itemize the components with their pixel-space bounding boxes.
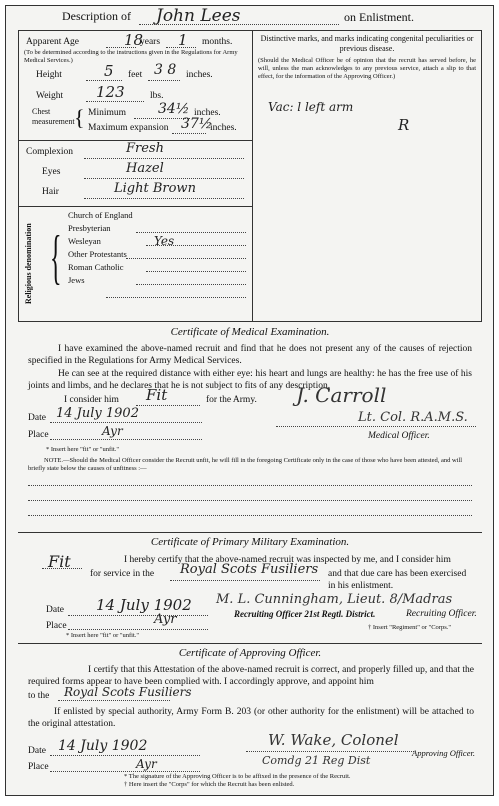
chest-max-label: Maximum expansion bbox=[88, 123, 169, 133]
medical-officer-rank: Lt. Col. R.A.M.S. bbox=[358, 410, 468, 425]
height-label: Height bbox=[36, 70, 62, 80]
military-certificate-title: Certificate of Primary Military Examination. bbox=[150, 536, 350, 548]
approving-place-value: Ayr bbox=[136, 757, 157, 771]
military-place-label: Place bbox=[46, 621, 67, 631]
religion-item: Roman Catholic bbox=[68, 262, 124, 272]
religion-item: Church of England bbox=[68, 210, 133, 220]
inches-label: inches. bbox=[186, 70, 213, 80]
religion-item: Presbyterian bbox=[68, 223, 111, 233]
chest-inches-label: inches. bbox=[194, 108, 221, 118]
recruit-name: John Lees bbox=[156, 6, 241, 26]
military-service-label: for service in the bbox=[90, 569, 155, 579]
chest-min-value: 34½ bbox=[158, 101, 190, 117]
medical-place-label: Place bbox=[28, 430, 49, 440]
header-description-label: Description of bbox=[62, 9, 131, 23]
approving-text-1: I certify that this Attestation of the above-named recruit is correct, and properly filled up, and that the required forms appear to have been complied with. I accordingly approve, and appoint him bbox=[28, 665, 474, 687]
distinctive-marks-heading: Distinctive marks, and marks indicating congenital peculiarities or previous disease. bbox=[260, 34, 474, 53]
apparent-age-label: Apparent Age bbox=[26, 37, 80, 47]
approving-place-label: Place bbox=[28, 762, 49, 772]
military-officer-label: Recruiting Officer. bbox=[406, 609, 477, 619]
medical-certificate-title: Certificate of Medical Examination. bbox=[170, 326, 330, 338]
presbyterian-mark: Yes bbox=[154, 234, 175, 248]
chest-brace: { bbox=[74, 105, 85, 130]
approving-to-the: to the bbox=[28, 691, 50, 701]
military-date-value: 14 July 1902 bbox=[96, 596, 192, 614]
attestation-page bbox=[5, 5, 494, 796]
weight-label: Weight bbox=[36, 91, 64, 101]
medical-footnote: * Insert here "fit" or "unfit." bbox=[46, 446, 120, 453]
medical-para-1: I have examined the above-named recruit and find that he does not present any of the causes of rejection specified in the Regulations for Army Medical Services. bbox=[28, 344, 472, 366]
religion-item: Wesleyan bbox=[68, 236, 101, 246]
military-text-1: I hereby certify that the above-named recruit was inspected by me, and I consider him bbox=[124, 555, 451, 565]
hair-label: Hair bbox=[42, 187, 59, 197]
military-text-2: and that due care has been exercised in his enlistment. bbox=[328, 569, 467, 591]
hair-value: Light Brown bbox=[114, 181, 196, 196]
chest-min-label: Minimum bbox=[88, 108, 127, 118]
approving-officer-label: Approving Officer. bbox=[412, 748, 475, 758]
chest-max-value: 37½ bbox=[181, 116, 213, 132]
distinctive-marks-value: Vac: l left arm bbox=[268, 100, 354, 114]
complexion-value: Fresh bbox=[126, 141, 164, 156]
medical-signature: J. Carroll bbox=[296, 383, 387, 407]
feet-label: feet bbox=[128, 70, 143, 80]
approving-text-2: If enlisted by special authority, Army Form B. 203 (or other authority for the enlistment) will be attached to the original attestation. bbox=[28, 707, 474, 729]
medical-for-army: for the Army. bbox=[206, 395, 257, 405]
height-feet: 5 bbox=[104, 62, 114, 80]
approving-footnote-2: † Here insert the "Corps" for which the Recruit has been enlisted. bbox=[124, 781, 295, 788]
religion-item: Other Protestants bbox=[68, 249, 127, 259]
medical-officer-label: Medical Officer. bbox=[368, 431, 430, 441]
religion-item: Jews bbox=[68, 275, 85, 285]
military-officer-stamp: Recruiting Officer 21st Regtl. District. bbox=[234, 609, 376, 619]
eyes-label: Eyes bbox=[42, 167, 61, 177]
approving-date-label: Date bbox=[28, 746, 46, 756]
approving-officer-rank: Comdg 21 Reg Dist bbox=[262, 754, 371, 767]
chest-label: Chest measurement bbox=[32, 107, 75, 126]
years-label: years bbox=[140, 37, 161, 47]
height-inches: 3 8 bbox=[154, 62, 177, 78]
lbs-label: lbs. bbox=[150, 91, 164, 101]
medical-date-label: Date bbox=[28, 413, 46, 423]
approving-unit-value: Royal Scots Fusiliers bbox=[64, 685, 192, 699]
age-months: 1 bbox=[178, 31, 188, 49]
military-footnote-1: * Insert here "fit" or "unfit." bbox=[66, 632, 140, 639]
eyes-value: Hazel bbox=[126, 161, 164, 176]
approving-certificate-title: Certificate of Approving Officer. bbox=[178, 647, 322, 659]
medical-consider-label: I consider him bbox=[64, 395, 119, 405]
age-note: (To be determined according to the instructions given in the Regulations for Army Medical Services.) bbox=[24, 49, 238, 64]
approving-footnote-1: * The signature of the Approving Officer is to be affixed in the presence of the Recruit. bbox=[124, 773, 351, 780]
military-signature: M. L. Cunningham, Lieut. 8/Madras bbox=[216, 592, 453, 607]
medical-date-value: 14 July 1902 bbox=[56, 406, 139, 421]
medical-place-value: Ayr bbox=[102, 424, 123, 438]
chest-max-inches-label: inches. bbox=[210, 123, 237, 133]
military-fit-value: Fit bbox=[48, 552, 71, 571]
military-footnote-2: † Insert "Regiment" or "Corps." bbox=[368, 624, 452, 631]
medical-consider-value: Fit bbox=[146, 386, 168, 404]
religious-denomination-label: Religious denomination bbox=[24, 223, 33, 305]
religion-list bbox=[68, 210, 248, 288]
military-place-value: Ayr bbox=[154, 612, 177, 627]
header-enlistment-label: on Enlistment. bbox=[344, 10, 414, 24]
age-years: 18 bbox=[124, 31, 144, 49]
months-label: months. bbox=[202, 37, 233, 47]
military-date-label: Date bbox=[46, 605, 64, 615]
military-service-value: Royal Scots Fusiliers bbox=[180, 562, 319, 577]
religion-brace: { bbox=[50, 224, 62, 290]
complexion-label: Complexion bbox=[26, 147, 73, 157]
approving-date-value: 14 July 1902 bbox=[58, 738, 148, 754]
medical-note: NOTE.—Should the Medical Officer consider the Recruit unfit, he will fill in the foregoing Certificate only in the case of those who have been attested, and will briefly state below the causes of unfitness :— bbox=[28, 457, 463, 472]
distinctive-marks-initial: R bbox=[398, 116, 410, 134]
distinctive-marks-note: (Should the Medical Officer be of opinion that the recruit has served before, he will, unless the man acknowledges to any previous service, attach a slip to that effect, for the information of the Approving Officer.) bbox=[258, 57, 476, 80]
approving-signature: W. Wake, Colonel bbox=[268, 731, 399, 749]
medical-para-2: He can see at the required distance with either eye: his heart and lungs are healthy: he has the free use of his joints and limbs, and he declares that he is not subject to fits of any description. bbox=[28, 369, 472, 391]
weight-value: 123 bbox=[96, 83, 125, 101]
